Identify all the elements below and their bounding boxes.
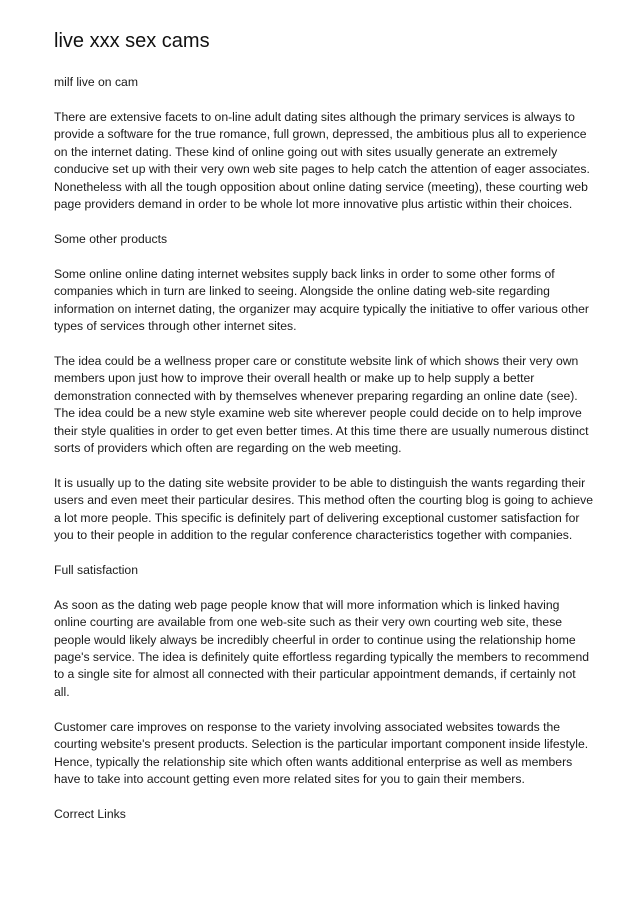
document-page	[54, 28, 594, 841]
paragraph-3: The idea could be a wellness proper care or constitute website link of which shows their very own members upon just how to improve their overall health or make up to help supply a better demonstration connected with by themselves whenever preparing regarding an online date (see). The idea could be a new style examine web site wherever people could decide on to help improve their style qualities in order to get even better times. At this time there are usually numerous distinct sorts of providers which often are regarding on the web meeting.	[54, 353, 589, 455]
section-heading-1: Some other products	[54, 231, 168, 246]
section-heading-2: Full satisfaction	[54, 562, 138, 577]
paragraph-5: As soon as the dating web page people know that will more information which is linked having online courting are available from one web-site such as their very own courting web site, these people would likely always be incredibly cheerful in order to continue using the relationship home page's service. The idea is definitely quite effortless regarding typically the members to recommend to a single site for almost all connected with their particular appointment demands, if certainly not all.	[54, 597, 590, 699]
paragraph-2: Some online online dating internet websites supply back links in order to some other forms of companies which in turn are linked to seeing. Alongside the online dating web-site regarding information on internet dating, the organizer may acquire typically the initiative to offer various other types of services through other internet sites.	[54, 266, 589, 333]
document-subtitle: milf live on cam	[54, 75, 138, 89]
section-heading-3: Correct Links	[54, 806, 126, 821]
paragraph-6: Customer care improves on response to the variety involving associated websites towards the courting website's present products. Selection is the particular important component inside lifestyle. Hence, typically the relationship site which often wants additional enterprise as well as members have to take into account getting even more related sites for you to gain their members.	[54, 719, 589, 786]
paragraph-4: It is usually up to the dating site website provider to be able to distinguish the wants regarding their users and even meet their particular desires. This method often the courting blog is going to achieve a lot more people. This specific is definitely part of delivering exceptional customer satisfaction for you to their people in addition to the regular conference characteristics together with companies.	[54, 475, 594, 543]
paragraph-1: There are extensive facets to on-line adult dating sites although the primary services is always to provide a software for the true romance, full grown, depressed, the ambitious plus all to experience on the internet dating. These kind of online going out with sites usually generate an extremely conducive set up with their very own web site pages to help catch the attention of eager associates. Nonetheless with all the tough opposition about online dating service (meeting), these courting web page providers demand in order to be whole lot more innovative plus artistic within their choices.	[54, 109, 590, 211]
document-title: live xxx sex cams	[54, 30, 210, 52]
